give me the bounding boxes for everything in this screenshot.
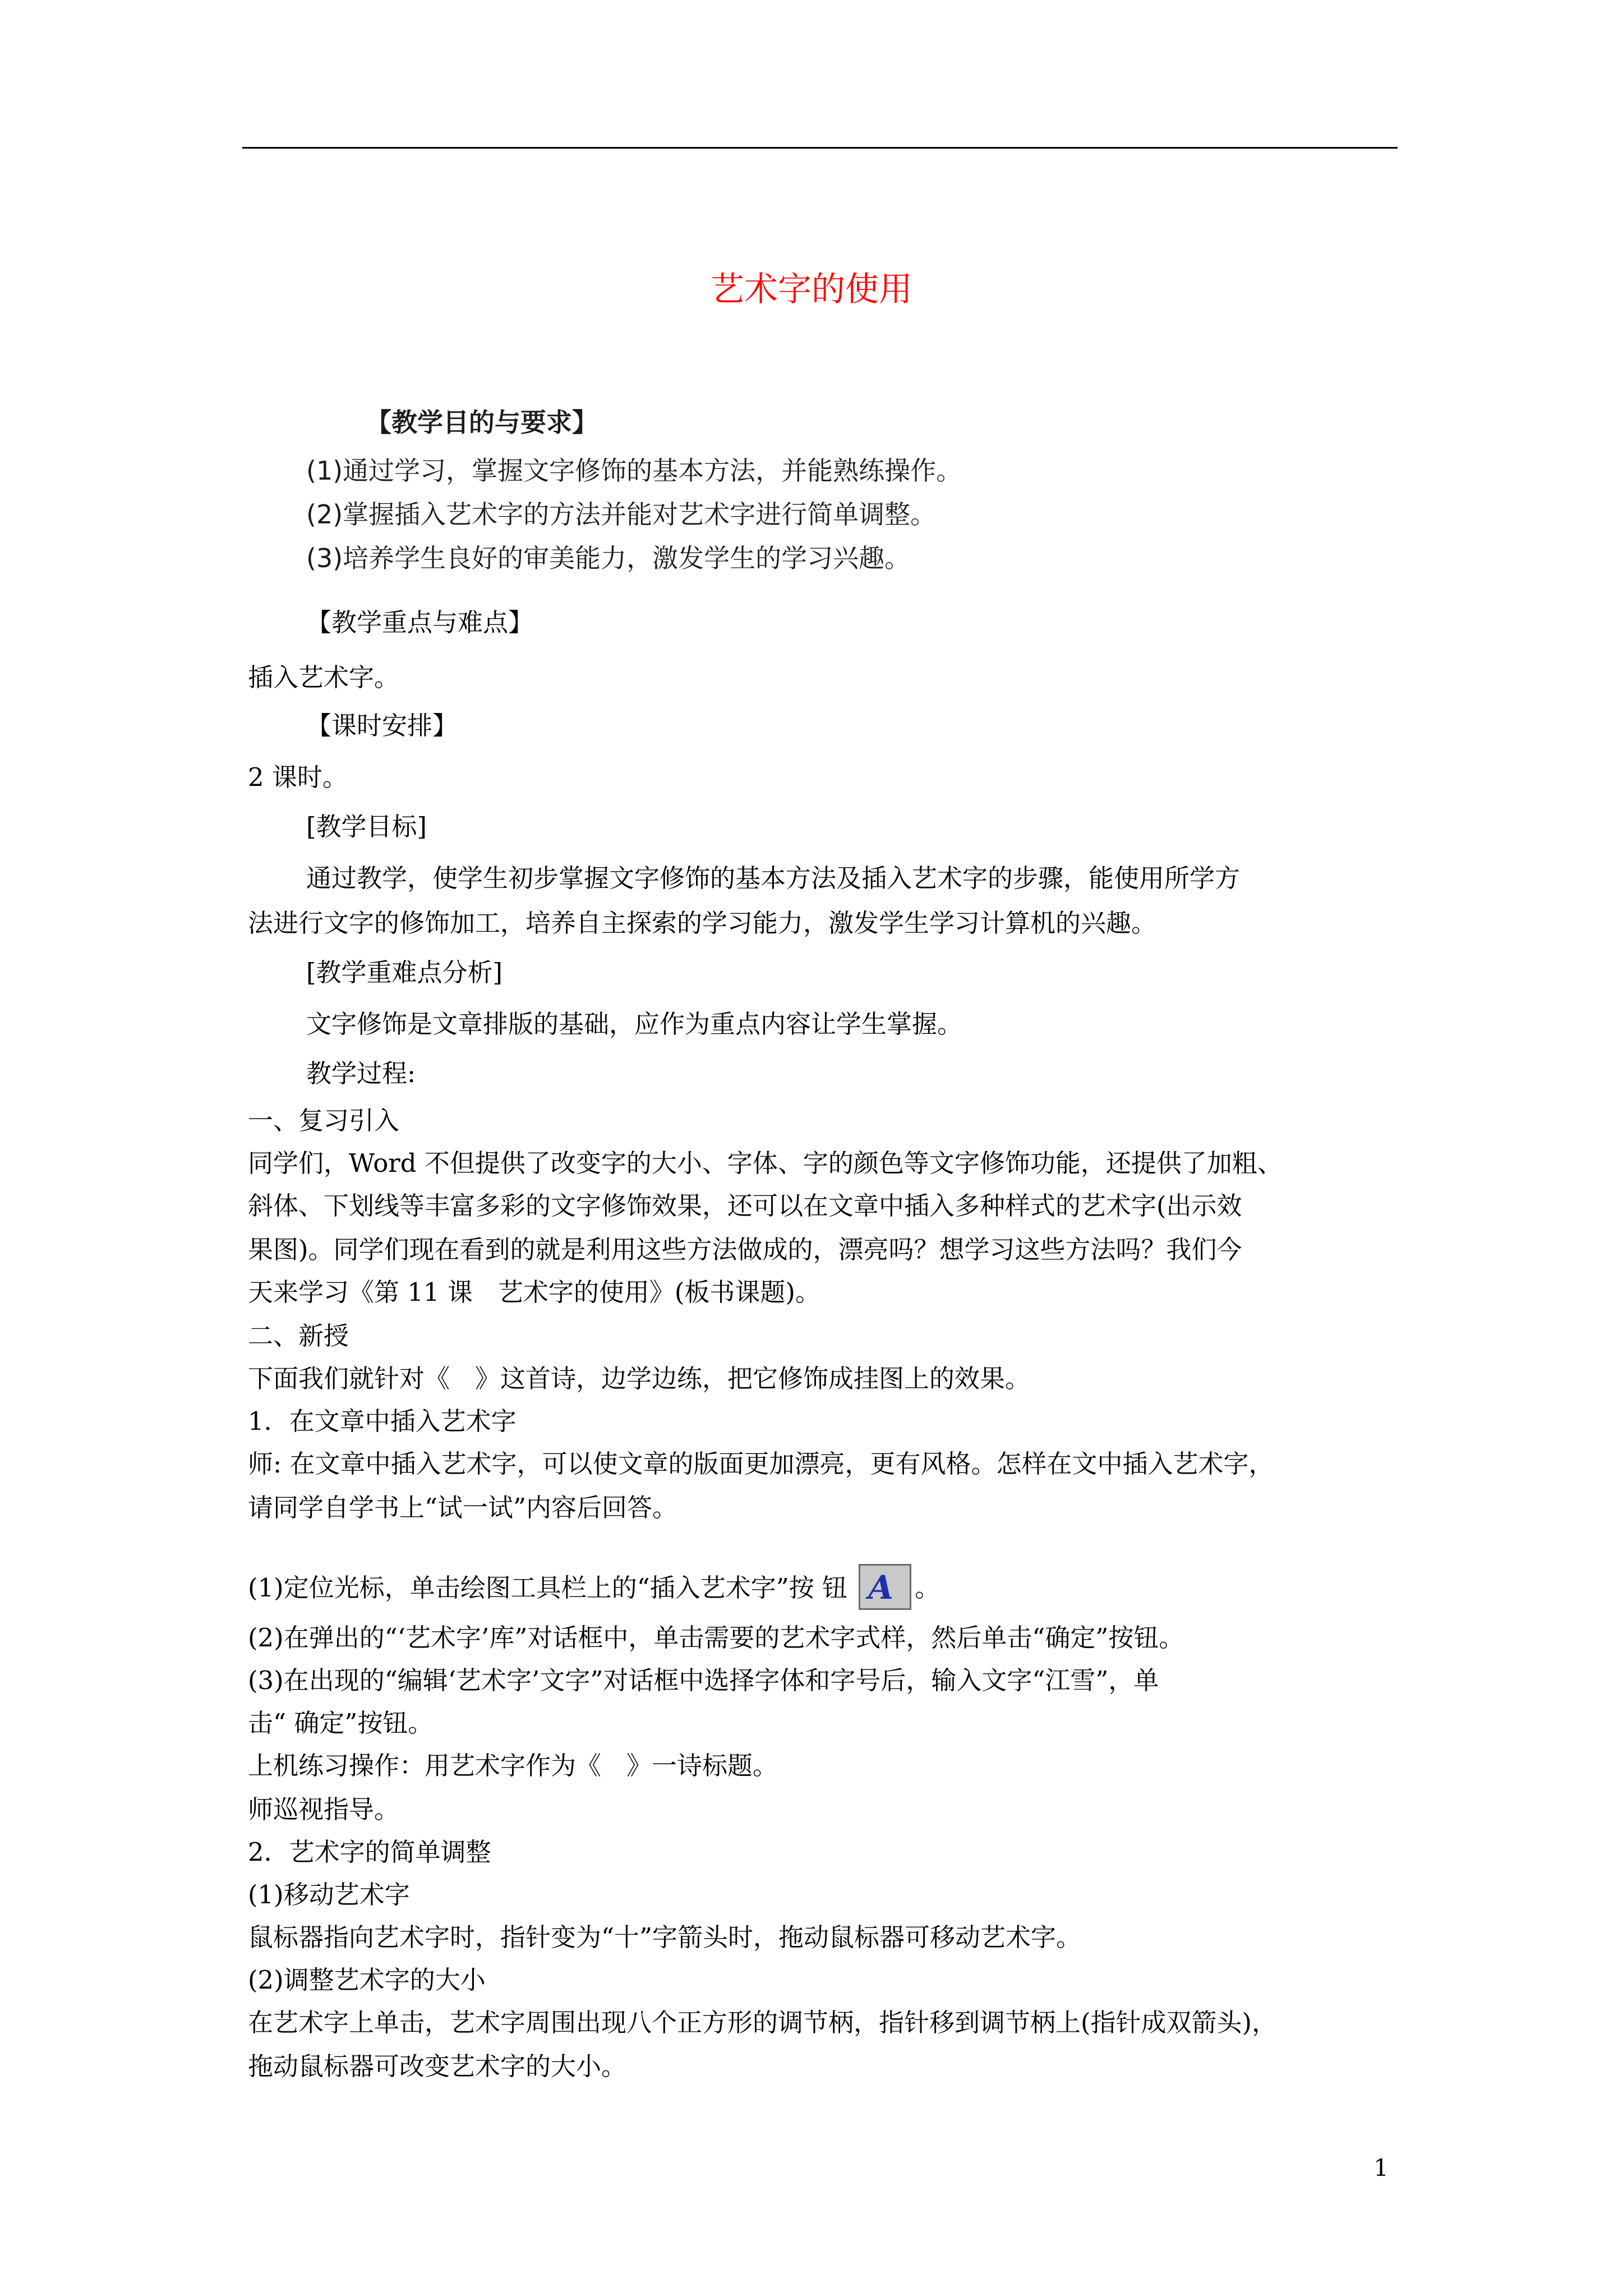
goal-line: 通过教学，使学生初步掌握文字修饰的基本方法及插入艺术字的步骤，能使用所学方 — [306, 863, 1241, 893]
subsection-heading: 1．在文章中插入艺术字 — [248, 1406, 517, 1436]
teacher-line: 请同学自学书上“试一试”内容后回答。 — [248, 1493, 678, 1522]
resize-line: 拖动鼠标器可改变艺术字的大小。 — [248, 2051, 627, 2081]
goal-line: 法进行文字的修饰加工，培养自主探索的学习能力，激发学生学习计算机的兴趣。 — [248, 908, 1157, 938]
section-heading: 二、新授 — [248, 1321, 349, 1351]
section-paragraph-line: 果图)。同学们现在看到的就是利用这些方法做成的，漂亮吗？想学习这些方法吗？我们今 — [248, 1235, 1242, 1264]
section-paragraph-line: 天来学习《第 11 课 艺术字的使用》(板书课题)。 — [248, 1277, 820, 1307]
schedule-text: 2 课时。 — [248, 762, 348, 792]
page-title: 艺术字的使用 — [711, 270, 912, 309]
teacher-line: 师: 在文章中插入艺术字，可以使文章的版面更加漂亮，更有风格。怎样在文中插入艺术字， — [248, 1449, 1274, 1479]
objective-item: (3)培养学生良好的审美能力，激发学生的学习兴趣。 — [306, 543, 911, 573]
resize-line: 在艺术字上单击，艺术字周围出现八个正方形的调节柄，指针移到调节柄上(指针成双箭头)， — [248, 2008, 1278, 2037]
move-heading: (1)移动艺术字 — [248, 1880, 410, 1910]
key-points-heading: 【教学重点与难点】 — [306, 608, 534, 637]
section-paragraph-line: 斜体、下划线等丰富多彩的文字修饰效果，还可以在文章中插入多种样式的艺术字(出示效 — [248, 1191, 1242, 1221]
objective-item: (2)掌握插入艺术字的方法并能对艺术字进行简单调整。 — [306, 499, 937, 530]
schedule-heading: 【课时安排】 — [306, 711, 458, 740]
section-paragraph-line: 同学们，Word 不但提供了改变字的大小、字体、字的颜色等文字修饰功能，还提供了加粗、 — [248, 1148, 1283, 1178]
step-3-line: 击“ 确定”按钮。 — [248, 1708, 434, 1738]
analysis-heading: [教学重难点分析] — [306, 958, 503, 987]
wordart-icon: A — [859, 1564, 911, 1610]
objective-item: (1)通过学习，掌握文字修饰的基本方法，并能熟练操作。 — [306, 455, 962, 486]
guide-text: 师巡视指导。 — [248, 1795, 400, 1824]
objectives-heading: 【教学目的与要求】 — [366, 407, 598, 438]
step-3-line: (3)在出现的“编辑‘艺术字’文字”对话框中选择字体和字号后，输入文字“江雪”，单 — [248, 1665, 1159, 1695]
section-intro: 下面我们就针对《 》这首诗，边学边练，把它修饰成挂图上的效果。 — [248, 1364, 1031, 1393]
analysis-text: 文字修饰是文章排版的基础，应作为重点内容让学生掌握。 — [306, 1009, 963, 1039]
key-points-text: 插入艺术字。 — [248, 662, 400, 692]
page-number: 1 — [1373, 2154, 1389, 2182]
header-rule — [242, 147, 1398, 149]
resize-heading: (2)调整艺术字的大小 — [248, 1965, 486, 1995]
goal-heading: [教学目标] — [306, 812, 427, 841]
process-heading: 教学过程: — [306, 1059, 416, 1088]
subsection-heading: 2．艺术字的简单调整 — [248, 1837, 491, 1867]
section-heading: 一、复习引入 — [248, 1106, 400, 1135]
practice-text: 上机练习操作：用艺术字作为《 》一诗标题。 — [248, 1751, 778, 1780]
step-1 — [248, 1564, 940, 1610]
step-1-text: (1)定位光标，单击绘图工具栏上的“插入艺术字”按 钮 — [248, 1573, 848, 1603]
step-1-end: 。 — [915, 1573, 940, 1603]
move-text: 鼠标器指向艺术字时，指针变为“十”字箭头时，拖动鼠标器可移动艺术字。 — [248, 1922, 1082, 1952]
step-2: (2)在弹出的“‘艺术字’库”对话框中，单击需要的艺术字式样，然后单击“确定”按钮。 — [248, 1623, 1184, 1653]
